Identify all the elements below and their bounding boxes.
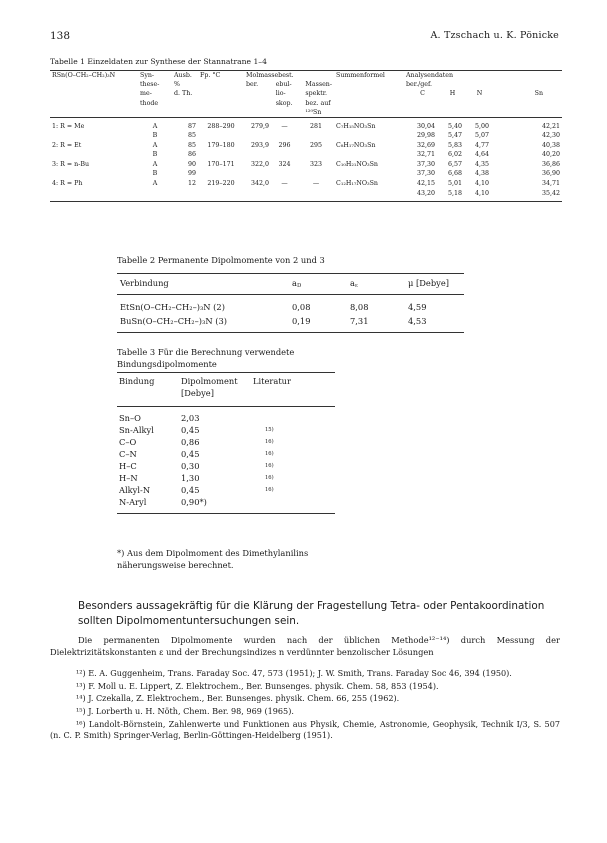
table-cell-N: 4,38: [474, 170, 489, 178]
table-cell-C: 30,04: [416, 122, 435, 130]
table-cell-N: 5,07: [474, 132, 489, 140]
table-row: [117, 461, 335, 473]
table1-caption: Tabelle 1 Einzeldaten zur Synthese der Stannatrane 1–4: [50, 57, 267, 66]
t2-col-ae: $a_\varepsilon$: [350, 278, 358, 289]
table-cell-mass: [298, 189, 334, 202]
table-cell-C: 29,98: [416, 132, 435, 140]
table-row: BuSn(O–CH₂–CH₂–)₃N (3) 0,19 7,31 4,53: [117, 314, 464, 333]
table-cell-mp: 179–180: [207, 141, 235, 149]
body-paragraph: Die permanenten Dipolmomente wurden nach der üblichen Methode¹²⁻¹⁴) durch Messung der Dielektrizitätskonstanten ε und der Brechungsindizes n verdünnter benzolischer Lösungen: [50, 635, 560, 657]
footnote-13: ¹³) F. Moll u. E. Lippert, Z. Elektrochem., Ber. Bunsenges. physik. Chem. 58, 853 (1954).: [76, 680, 439, 691]
t3-col-dipole: Dipolmoment [Debye]: [181, 376, 238, 398]
table-row: [50, 160, 562, 170]
table-cell-ber: 279,9: [250, 122, 269, 130]
page-number: 138: [50, 30, 71, 42]
col-mp: Fp. °C: [200, 72, 221, 79]
table-cell-method: B: [152, 151, 158, 159]
footnote-15: ¹⁵) J. Lorberth u. H. Nöth, Chem. Ber. 98, 969 (1965).: [76, 706, 294, 717]
table-cell-value: 0,45: [181, 449, 200, 460]
table-cell-ber: [244, 169, 271, 179]
table-cell-compound: [50, 150, 138, 160]
table-cell-Sn: 36,90: [541, 170, 560, 178]
table-cell-bond: Alkyl-N: [119, 484, 151, 495]
table3: [117, 372, 335, 514]
table2-body: [117, 295, 464, 333]
table-row: [117, 485, 335, 497]
table-cell-formula: C₇H₁₅NO₃Sn: [336, 122, 376, 130]
table-cell-yield: 87: [187, 122, 196, 130]
table1-body: [50, 118, 562, 202]
table-cell-ebul: —: [281, 122, 288, 130]
table-row: [50, 150, 562, 160]
col-compound: RSn(O–CH₂–CH₂)₃N: [52, 72, 116, 79]
table-cell-ref: [251, 497, 335, 513]
table-cell-H: 6,02: [447, 151, 462, 159]
section-heading: Besonders aussagekräftig für die Klärung der Fragestellung Tetra- oder Pentakoordination sollten Dipolmomentuntersuchungen sein.: [78, 600, 545, 627]
table-cell-mp: 170–171: [207, 160, 235, 168]
table-cell-compound: 2: R = Et: [52, 141, 82, 149]
table-cell-value: 0,45: [181, 425, 200, 436]
table-row: [117, 497, 335, 513]
table-cell-yield: 99: [187, 170, 196, 178]
table-cell-bond: N-Aryl: [119, 496, 147, 507]
table-cell-compound: 4: R = Ph: [52, 180, 83, 188]
table-cell-formula: C₁₂H₁₇NO₃Sn: [336, 180, 378, 188]
table-row: [50, 189, 562, 202]
table-cell-compound: [50, 189, 138, 202]
t3-col-literature: Literatur: [253, 376, 291, 386]
table-row: [117, 473, 335, 485]
running-header-authors: A. Tzschach u. K. Pönicke: [430, 30, 559, 41]
table-cell-formula: C₈H₁₇NO₃Sn: [336, 141, 376, 149]
table-cell-mp: [198, 131, 244, 141]
table-cell-Sn: 40,38: [541, 141, 560, 149]
t2-col-aD: $a_D$: [292, 278, 302, 289]
table-cell-N: 4,64: [474, 151, 489, 159]
col-molmass: Molmassebest. ber. ebul- lio- skop. Massen- spektr. bez. auf ¹²⁰Sn: [246, 72, 332, 116]
table-cell-ref: 16): [265, 451, 274, 458]
table-row: [50, 131, 562, 141]
table-cell-mass: 323: [309, 160, 323, 168]
table-cell-ref: 16): [265, 486, 274, 493]
footnote-14: ¹⁴) J. Czekalla, Z. Elektrochem., Ber. Bunsenges. physik. Chem. 66, 255 (1962).: [76, 693, 400, 704]
table-cell-mass: 281: [309, 122, 323, 130]
table-cell-ber: [244, 150, 271, 160]
table-row: [50, 141, 562, 151]
table-cell-H: 5,01: [447, 180, 462, 188]
table-cell-yield: 12: [187, 180, 196, 188]
table-cell-C: 32,71: [416, 151, 435, 159]
footnote-16: ¹⁶) Landolt-Börnstein, Zahlenwerte und Funktionen aus Physik, Chemie, Astronomie, Geophysik, Technik I/3, S. 507 (n. C. P. Smith) Springer-Verlag, Berlin-Göttingen-Heidelberg (1951).: [50, 718, 560, 741]
footnote-12: ¹²) E. A. Guggenheim, Trans. Faraday Soc. 47, 573 (1951); J. W. Smith, Trans. Faraday Soc 46, 394 (1950).: [76, 668, 512, 678]
table-cell-N: 5,00: [474, 122, 489, 130]
table-cell-N: 4,10: [474, 189, 489, 197]
table-cell-method: A: [152, 180, 158, 188]
table-cell-yield: 85: [187, 132, 196, 140]
table-cell-bond: H–N: [119, 472, 138, 483]
table-cell-method: A: [152, 122, 158, 130]
table-cell-N: 4,35: [474, 160, 489, 168]
table-cell-Sn: 34,71: [541, 180, 560, 188]
table-cell-bond: H–C: [119, 460, 137, 471]
t2-col-mu: μ [Debye]: [408, 278, 449, 288]
table-row: [50, 122, 562, 132]
table-cell-compound: 3: R = n-Bu: [52, 160, 90, 168]
table-cell-mp: [198, 169, 244, 179]
col-yield: Ausb. % d. Th.: [174, 72, 193, 98]
table-cell-H: 5,47: [447, 132, 462, 140]
table-cell-method: [138, 189, 172, 202]
table-cell-ber: 342,0: [250, 180, 269, 188]
table-cell-ebul: 324: [278, 160, 291, 168]
table-cell-method: B: [152, 132, 158, 140]
table-cell-compound: [50, 169, 138, 179]
table-cell-mass: —: [312, 180, 320, 188]
table-cell-bond: C–N: [119, 449, 137, 460]
table-cell-H: 6,68: [447, 170, 462, 178]
table-row: EtSn(O–CH₂–CH₂–)₃N (2) 0,08 8,08 4,59: [120, 301, 427, 312]
table-cell-formula: [334, 150, 404, 160]
table-cell-yield: [172, 189, 198, 202]
table2-header: [117, 274, 464, 295]
table-cell-C: 37,30: [416, 160, 435, 168]
table-cell-Sn: 42,30: [541, 132, 560, 140]
table-cell-formula: [334, 169, 404, 179]
table-cell-Sn: 40,20: [541, 151, 560, 159]
table-cell-ebul: [271, 189, 298, 202]
table-cell-ber: [244, 131, 271, 141]
t2-col-compound: Verbindung: [120, 278, 169, 288]
table-cell-ebul: [271, 150, 298, 160]
table-row: [117, 425, 335, 437]
table-cell-mass: [298, 131, 334, 141]
table-row: [50, 179, 562, 189]
table-cell-ref: 16): [265, 439, 274, 446]
table-cell-C: 37,30: [416, 170, 435, 178]
table-cell-ebul: [271, 131, 298, 141]
table-cell-mp: 219–220: [207, 180, 235, 188]
table-cell-value: 0,45: [181, 484, 200, 495]
table-cell-mp: [198, 189, 244, 202]
table1-header: [50, 71, 562, 118]
table-cell-method: B: [152, 170, 158, 178]
table-cell-H: 5,40: [447, 122, 462, 130]
col-analysis: Analysendaten ber./gef. C H N Sn: [406, 72, 543, 98]
table-cell-value: 2,03: [181, 413, 200, 424]
table-cell-H: 5,83: [447, 141, 462, 149]
table-cell-C: 43,20: [416, 189, 435, 197]
table-cell-mass: [298, 169, 334, 179]
table-cell-ref: [251, 413, 335, 425]
table-cell-Sn: 42,21: [541, 122, 560, 130]
table-cell-ebul: [271, 169, 298, 179]
table-cell-N: 4,77: [474, 141, 489, 149]
table-cell-bond: Sn–O: [119, 413, 141, 424]
t3-col-bond: Bindung: [119, 376, 155, 386]
table-cell-bond: C–O: [119, 437, 137, 448]
table-cell-ebul: 296: [278, 141, 291, 149]
table-cell-compound: [50, 131, 138, 141]
table3-header: [117, 373, 335, 407]
table-cell-yield: 90: [187, 160, 196, 168]
col-method: Syn- these- me- thode: [140, 72, 160, 107]
table-cell-value: 1,30: [181, 472, 200, 483]
col-formula: Summenformel: [336, 72, 385, 79]
table-row: [117, 449, 335, 461]
table-cell-method: A: [152, 160, 158, 168]
table-cell-H: 5,18: [447, 189, 462, 197]
table-cell-H: 6,57: [447, 160, 462, 168]
table-cell-value: 0,30: [181, 460, 200, 471]
table3-body: [117, 406, 335, 513]
table2: [117, 273, 464, 333]
table-cell-mass: 295: [309, 141, 323, 149]
table-cell-value: 0,86: [181, 437, 200, 448]
table-cell-bond: Sn-Alkyl: [119, 425, 154, 436]
table-cell-ref: 16): [265, 462, 274, 469]
table1: [50, 70, 562, 202]
table-cell-ebul: —: [281, 180, 288, 188]
table-cell-C: 32,69: [416, 141, 435, 149]
table3-footnote: *) Aus dem Dipolmoment des Dimethylanilins näherungsweise berechnet.: [117, 548, 309, 570]
table-cell-C: 42,15: [416, 180, 435, 188]
table-cell-mp: [198, 150, 244, 160]
table-cell-mass: [298, 150, 334, 160]
table2-caption: Tabelle 2 Permanente Dipolmomente von 2 und 3: [117, 255, 325, 265]
table-cell-mp: 288–290: [207, 122, 235, 130]
table-cell-formula: [334, 131, 404, 141]
table-cell-compound: 1: R = Me: [52, 122, 85, 130]
table-cell-formula: C₁₀H₂₁NO₃Sn: [336, 160, 378, 168]
table-row: [117, 413, 335, 425]
table-cell-Sn: 35,42: [541, 189, 560, 197]
table-cell-formula: [334, 189, 404, 202]
table-cell-value: 0,90*): [181, 496, 207, 507]
table-cell-yield: 85: [187, 141, 196, 149]
table3-caption: Tabelle 3 Für die Berechnung verwendete Bindungsdipolmomente: [117, 347, 295, 369]
footnotes: [50, 668, 560, 743]
table-cell-ber: [244, 189, 271, 202]
table-cell-yield: 86: [187, 151, 196, 159]
table-cell-Sn: 36,86: [541, 160, 560, 168]
table-cell-method: A: [152, 141, 158, 149]
table-row: [117, 437, 335, 449]
table-cell-ref: 16): [265, 474, 274, 481]
table-cell-ber: 322,0: [250, 160, 269, 168]
table-row: [50, 169, 562, 179]
table-cell-ber: 293,9: [250, 141, 269, 149]
table-cell-N: 4,10: [474, 180, 489, 188]
table-cell-ref: 15): [265, 427, 274, 434]
